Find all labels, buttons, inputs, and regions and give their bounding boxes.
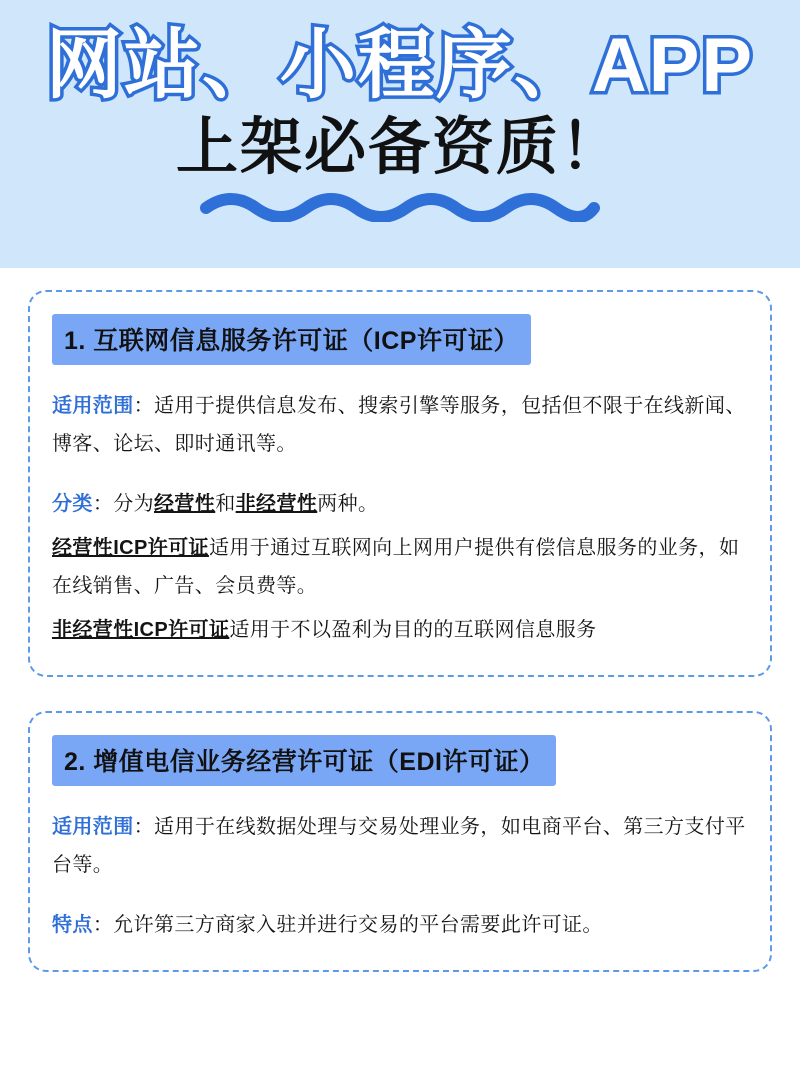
paragraph-classification	[52, 485, 748, 523]
emphasis-noncommercial-icp: 非经营性ICP许可证	[52, 619, 230, 641]
paragraph-text: 适用于提供信息发布、搜索引擎等服务，包括但不限于在线新闻、博客、论坛、即时通讯等。	[52, 395, 746, 455]
emphasis-commercial: 经营性	[154, 493, 216, 515]
page-header	[0, 0, 800, 268]
wavy-underline-icon	[200, 188, 600, 222]
paragraph-text-post: 两种。	[317, 493, 379, 515]
section-title: 1. 互联网信息服务许可证（ICP许可证）	[52, 314, 531, 365]
paragraph-label: 特点	[52, 914, 93, 936]
paragraph-text: 适用于不以盈利为目的的互联网信息服务	[229, 619, 597, 641]
paragraph-label: 适用范围	[52, 816, 134, 838]
wave-underline	[0, 188, 800, 222]
section-card-edi	[28, 711, 772, 972]
paragraph-noncommercial-icp	[52, 611, 748, 649]
paragraph-text: 允许第三方商家入驻并进行交易的平台需要此许可证。	[113, 914, 603, 936]
paragraph-scope	[52, 387, 748, 463]
paragraph-scope	[52, 808, 748, 884]
paragraph-label: 分类	[52, 493, 93, 515]
paragraph-separator: ：	[92, 914, 114, 936]
section-title: 2. 增值电信业务经营许可证（EDI许可证）	[52, 735, 556, 786]
paragraph-features	[52, 906, 748, 944]
paragraph-text-mid: 和	[215, 493, 236, 515]
paragraph-label: 适用范围	[52, 395, 134, 417]
paragraph-text-pre: 分为	[113, 493, 155, 515]
paragraph-text: 适用于在线数据处理与交易处理业务，如电商平台、第三方支付平台等。	[52, 816, 746, 876]
section-card-icp	[28, 290, 772, 677]
paragraph-separator: ：	[133, 816, 155, 838]
paragraph-commercial-icp	[52, 529, 748, 605]
paragraph-separator: ：	[133, 395, 155, 417]
page-title-line-1: 网站、小程序、APP	[45, 23, 755, 108]
paragraph-text: 适用于通过互联网向上网用户提供有偿信息服务的业务，如在线销售、广告、会员费等。	[52, 537, 740, 597]
content-area	[0, 268, 800, 972]
page-title-line-2: 上架必备资质！	[175, 112, 624, 182]
emphasis-noncommercial: 非经营性	[235, 493, 318, 515]
header-inner	[0, 0, 800, 222]
paragraph-separator: ：	[92, 493, 114, 515]
emphasis-commercial-icp: 经营性ICP许可证	[52, 537, 209, 559]
